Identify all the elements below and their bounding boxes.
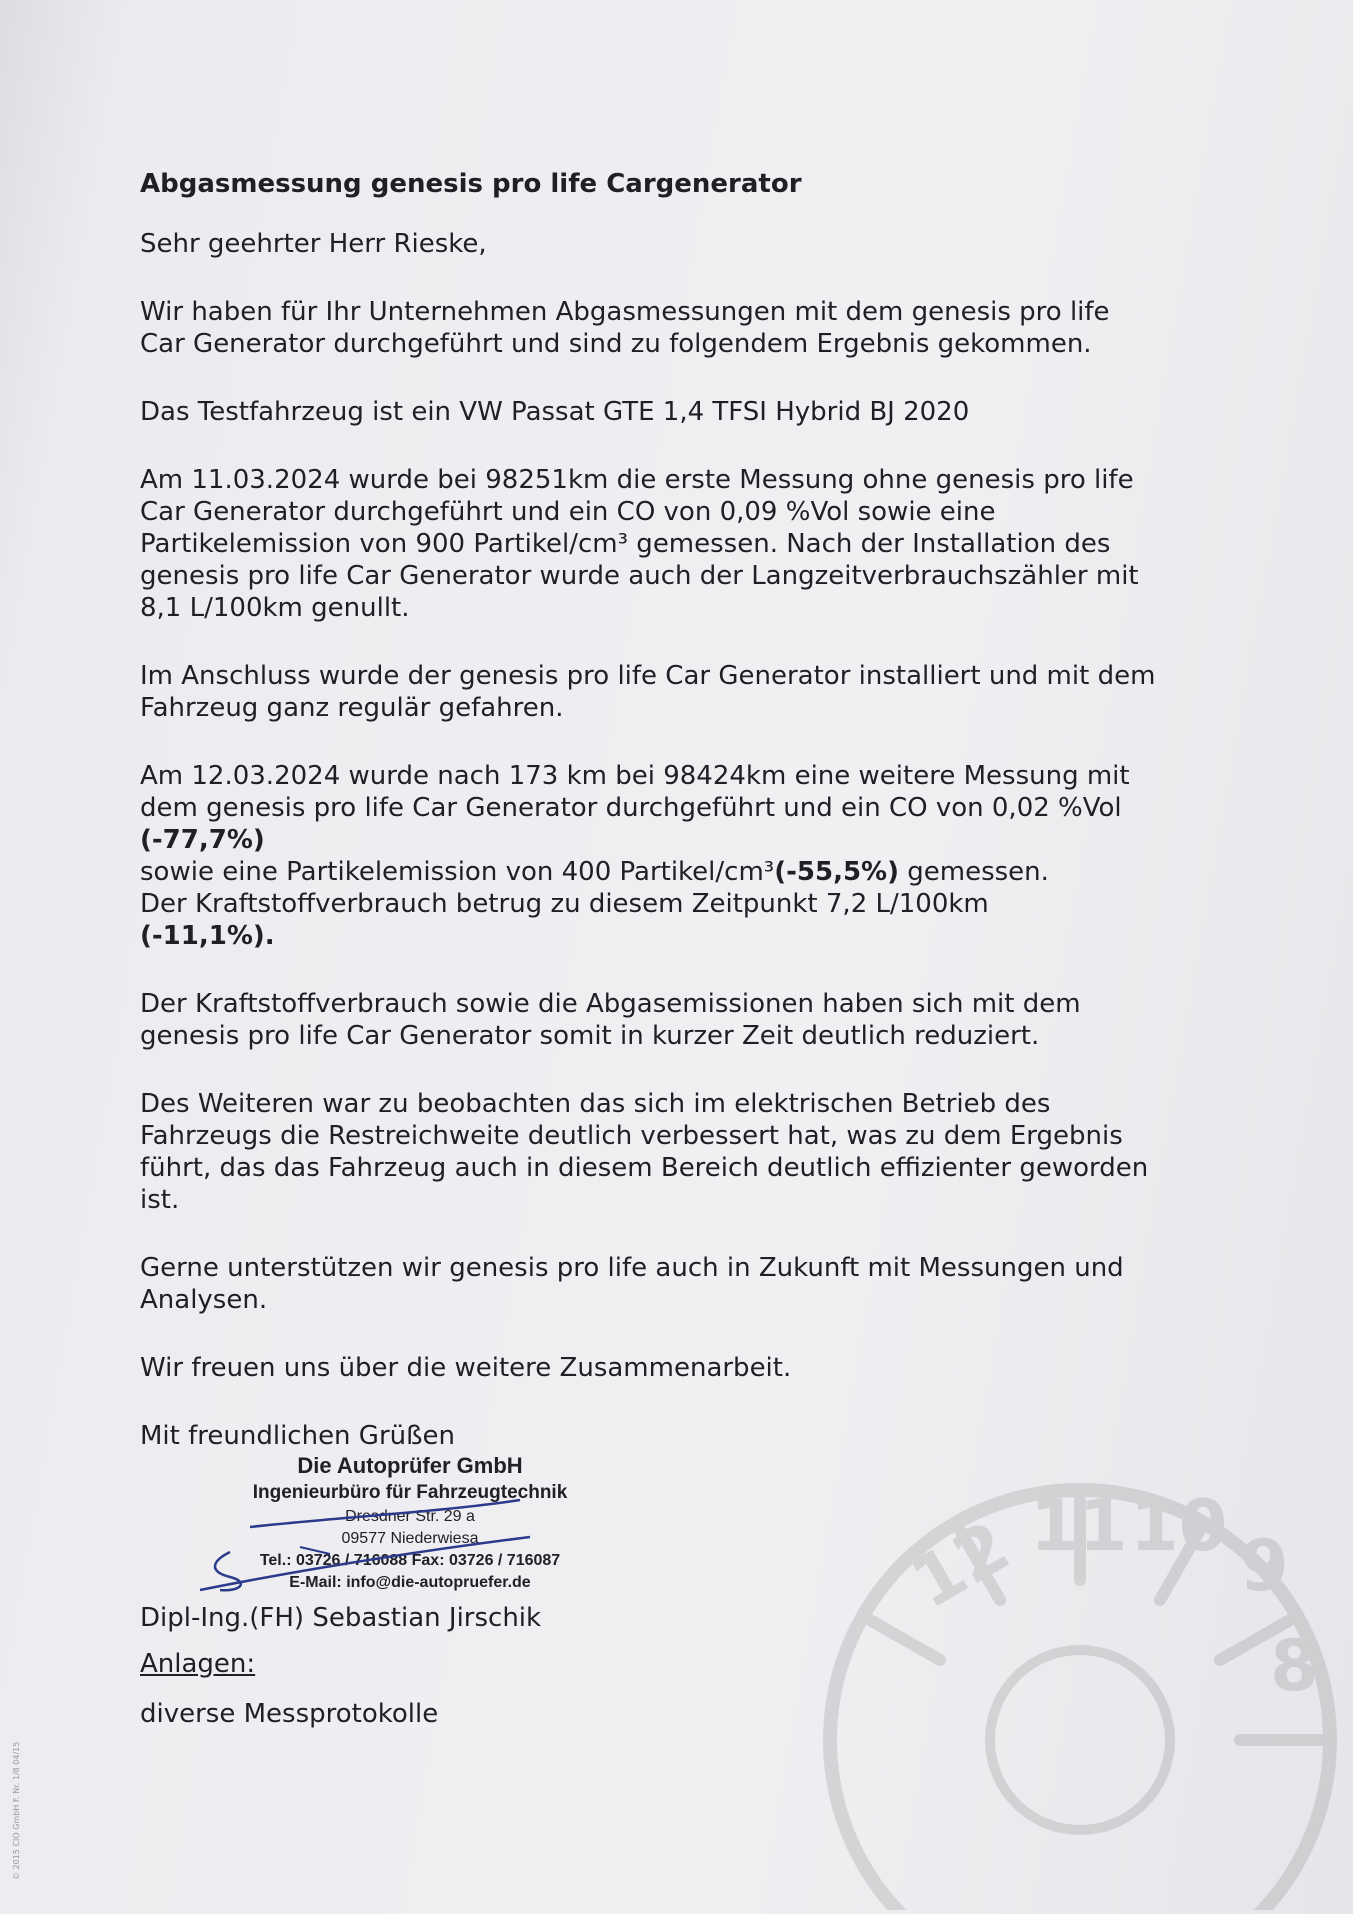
fuel-text: Der Kraftstoffverbrauch betrug zu diesem Zeitpunkt 7,2 L/100km: [140, 889, 989, 919]
particle-text-end: gemessen.: [898, 857, 1049, 887]
measurement-text: Am 12.03.2024 wurde nach 173 km bei 98424km eine weitere Messung mit dem genesis pro life Car Generator durchgeführt und ein CO von 0,02 %Vol: [140, 761, 1130, 823]
attachments-label: Anlagen:: [140, 1649, 256, 1679]
svg-text:12: 12: [897, 1504, 1023, 1625]
company-stamp: [190, 1452, 630, 1602]
handwritten-signature: [190, 1492, 630, 1592]
stamp-subtitle: Ingenieurbüro für Fahrzeugtechnik: [252, 1482, 568, 1503]
fuel-reduction: (-11,1%).: [140, 921, 275, 951]
svg-text:8: 8: [1270, 1625, 1319, 1707]
paragraph-second-measurement: [140, 760, 1160, 952]
svg-text:9: 9: [1240, 1525, 1289, 1607]
letter-title: Abgasmessung genesis pro life Cargenerator: [140, 169, 802, 199]
paragraph-future: Gerne unterstützen wir genesis pro life auch in Zukunft mit Messungen und Analysen.: [140, 1253, 1124, 1315]
paragraph-conclusion: Der Kraftstoffverbrauch sowie die Abgasemissionen haben sich mit dem genesis pro life Car Generator somit in kurzer Zeit deutlich reduziert.: [140, 989, 1081, 1051]
particle-text: sowie eine Partikelemission von 400 Partikel/cm³: [140, 857, 775, 887]
salutation: Sehr geehrter Herr Rieske,: [140, 229, 487, 259]
attachments-list: diverse Messprotokolle: [140, 1699, 439, 1729]
co-reduction: (-77,7%): [140, 825, 265, 855]
stamp-company: Die Autoprüfer GmbH: [297, 1453, 523, 1478]
stamp-city: 09577 Niederwiesa: [341, 1530, 479, 1547]
letter-body: [140, 168, 1160, 1730]
paragraph-vehicle: Das Testfahrzeug ist ein VW Passat GTE 1,4 TFSI Hybrid BJ 2020: [140, 397, 970, 427]
particle-reduction: (-55,5%): [774, 857, 899, 887]
stamp-phone: Tel.: 03726 / 716088 Fax: 03726 / 716087: [259, 1552, 561, 1569]
paragraph-first-measurement: Am 11.03.2024 wurde bei 98251km die erste Messung ohne genesis pro life Car Generator durchgeführt und ein CO von 0,09 %Vol sowie eine Partikelemission von 900 Partikel/cm³ gemessen. Nach der Installation des genesis pro life Car Generator wurde auch der Langzeitverbrauchszähler mit 8,1 L/100km genullt.: [140, 465, 1139, 623]
paragraph-cooperation: Wir freuen uns über die weitere Zusammenarbeit.: [140, 1353, 792, 1383]
signer-name: Dipl-Ing.(FH) Sebastian Jirschik: [140, 1603, 542, 1633]
closing: Mit freundlichen Grüßen: [140, 1421, 455, 1451]
form-footnote: © 2015 CIO GmbH F. Nr. 1/8 04/15: [12, 1741, 21, 1880]
svg-text:10: 10: [1130, 1485, 1228, 1567]
paragraph-electric-range: Des Weiteren war zu beobachten das sich im elektrischen Betrieb des Fahrzeugs die Restreichweite deutlich verbessert hat, was zu dem Ergebnis führt, das das Fahrzeug auch in diesem Bereich deutlich effizienter geworden ist.: [140, 1089, 1149, 1215]
stamp-street: Dresdner Str. 29 a: [345, 1508, 475, 1525]
stamp-email: E-Mail: info@die-autopruefer.de: [289, 1574, 531, 1591]
paragraph-intro: Wir haben für Ihr Unternehmen Abgasmessungen mit dem genesis pro life Car Generator durchgeführt und sind zu folgendem Ergebnis gekommen.: [140, 297, 1110, 359]
svg-text:11: 11: [1030, 1485, 1128, 1567]
paragraph-installation: Im Anschluss wurde der genesis pro life Car Generator installiert und mit dem Fahrzeug ganz regulär gefahren.: [140, 661, 1156, 723]
